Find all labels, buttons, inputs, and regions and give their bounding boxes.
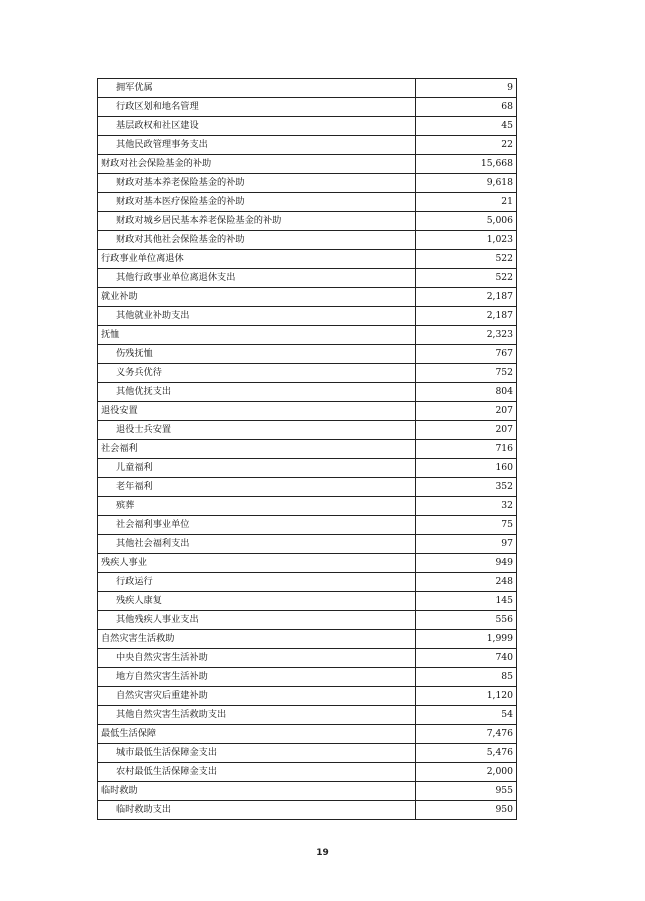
table-row (98, 345, 517, 364)
amount-cell: 740 (416, 649, 517, 668)
item-name-cell: 城市最低生活保障金支出 (98, 744, 416, 763)
item-name-cell: 财政对社会保险基金的补助 (98, 155, 416, 174)
amount-cell: 352 (416, 478, 517, 497)
table-row (98, 554, 517, 573)
amount-cell: 1,023 (416, 231, 517, 250)
amount-cell: 2,323 (416, 326, 517, 345)
item-name-cell: 其他民政管理事务支出 (98, 136, 416, 155)
amount-cell: 556 (416, 611, 517, 630)
item-name-cell: 伤残抚恤 (98, 345, 416, 364)
table-row (98, 763, 517, 782)
amount-cell: 804 (416, 383, 517, 402)
table-row (98, 364, 517, 383)
table-row (98, 174, 517, 193)
item-name-cell: 基层政权和社区建设 (98, 117, 416, 136)
item-name-cell: 财政对基本养老保险基金的补助 (98, 174, 416, 193)
amount-cell: 160 (416, 459, 517, 478)
table-row (98, 744, 517, 763)
item-name-cell: 其他自然灾害生活救助支出 (98, 706, 416, 725)
table-row (98, 155, 517, 174)
table-row (98, 573, 517, 592)
amount-cell: 2,000 (416, 763, 517, 782)
table-row (98, 516, 517, 535)
item-name-cell: 农村最低生活保障金支出 (98, 763, 416, 782)
amount-cell: 32 (416, 497, 517, 516)
amount-cell: 950 (416, 801, 517, 820)
amount-cell: 97 (416, 535, 517, 554)
item-name-cell: 行政事业单位离退休 (98, 250, 416, 269)
amount-cell: 21 (416, 193, 517, 212)
item-name-cell: 地方自然灾害生活补助 (98, 668, 416, 687)
amount-cell: 955 (416, 782, 517, 801)
table-row (98, 801, 517, 820)
item-name-cell: 退役安置 (98, 402, 416, 421)
item-name-cell: 自然灾害灾后重建补助 (98, 687, 416, 706)
table-row (98, 288, 517, 307)
item-name-cell: 财政对基本医疗保险基金的补助 (98, 193, 416, 212)
amount-cell: 207 (416, 421, 517, 440)
table-row (98, 459, 517, 478)
amount-cell: 207 (416, 402, 517, 421)
table-row (98, 250, 517, 269)
item-name-cell: 最低生活保障 (98, 725, 416, 744)
table-row (98, 782, 517, 801)
item-name-cell: 义务兵优待 (98, 364, 416, 383)
amount-cell: 9 (416, 79, 517, 98)
table-row (98, 193, 517, 212)
table-row (98, 231, 517, 250)
amount-cell: 248 (416, 573, 517, 592)
item-name-cell: 残疾人康复 (98, 592, 416, 611)
item-name-cell: 临时救助支出 (98, 801, 416, 820)
table-row (98, 383, 517, 402)
table-row (98, 402, 517, 421)
table-row (98, 79, 517, 98)
item-name-cell: 行政区划和地名管理 (98, 98, 416, 117)
item-name-cell: 行政运行 (98, 573, 416, 592)
amount-cell: 752 (416, 364, 517, 383)
page-number: 19 (316, 848, 329, 858)
item-name-cell: 其他残疾人事业支出 (98, 611, 416, 630)
amount-cell: 716 (416, 440, 517, 459)
amount-cell: 522 (416, 250, 517, 269)
table-row (98, 668, 517, 687)
amount-cell: 22 (416, 136, 517, 155)
amount-cell: 5,476 (416, 744, 517, 763)
amount-cell: 1,120 (416, 687, 517, 706)
item-name-cell: 中央自然灾害生活补助 (98, 649, 416, 668)
table-row (98, 687, 517, 706)
expenditure-table-body (98, 79, 517, 820)
amount-cell: 522 (416, 269, 517, 288)
amount-cell: 7,476 (416, 725, 517, 744)
table-row (98, 136, 517, 155)
item-name-cell: 其他就业补助支出 (98, 307, 416, 326)
item-name-cell: 财政对其他社会保险基金的补助 (98, 231, 416, 250)
table-row (98, 725, 517, 744)
table-row (98, 592, 517, 611)
expenditure-table (97, 78, 517, 820)
table-row (98, 630, 517, 649)
amount-cell: 45 (416, 117, 517, 136)
item-name-cell: 财政对城乡居民基本养老保险基金的补助 (98, 212, 416, 231)
item-name-cell: 老年福利 (98, 478, 416, 497)
table-row (98, 706, 517, 725)
item-name-cell: 其他社会福利支出 (98, 535, 416, 554)
table-row (98, 497, 517, 516)
amount-cell: 68 (416, 98, 517, 117)
table-row (98, 611, 517, 630)
amount-cell: 85 (416, 668, 517, 687)
item-name-cell: 退役士兵安置 (98, 421, 416, 440)
item-name-cell: 儿童福利 (98, 459, 416, 478)
table-row (98, 478, 517, 497)
item-name-cell: 就业补助 (98, 288, 416, 307)
item-name-cell: 残疾人事业 (98, 554, 416, 573)
table-row (98, 98, 517, 117)
item-name-cell: 自然灾害生活救助 (98, 630, 416, 649)
amount-cell: 15,668 (416, 155, 517, 174)
item-name-cell: 殡葬 (98, 497, 416, 516)
amount-cell: 145 (416, 592, 517, 611)
table-row (98, 212, 517, 231)
table-row (98, 326, 517, 345)
amount-cell: 9,618 (416, 174, 517, 193)
table-row (98, 307, 517, 326)
item-name-cell: 拥军优属 (98, 79, 416, 98)
item-name-cell: 社会福利 (98, 440, 416, 459)
amount-cell: 75 (416, 516, 517, 535)
amount-cell: 2,187 (416, 307, 517, 326)
table-row (98, 117, 517, 136)
amount-cell: 2,187 (416, 288, 517, 307)
amount-cell: 767 (416, 345, 517, 364)
amount-cell: 5,006 (416, 212, 517, 231)
item-name-cell: 抚恤 (98, 326, 416, 345)
item-name-cell: 其他行政事业单位离退休支出 (98, 269, 416, 288)
table-row (98, 649, 517, 668)
table-row (98, 269, 517, 288)
item-name-cell: 其他优抚支出 (98, 383, 416, 402)
table-row (98, 440, 517, 459)
amount-cell: 1,999 (416, 630, 517, 649)
item-name-cell: 临时救助 (98, 782, 416, 801)
table-row (98, 535, 517, 554)
amount-cell: 54 (416, 706, 517, 725)
item-name-cell: 社会福利事业单位 (98, 516, 416, 535)
table-row (98, 421, 517, 440)
amount-cell: 949 (416, 554, 517, 573)
